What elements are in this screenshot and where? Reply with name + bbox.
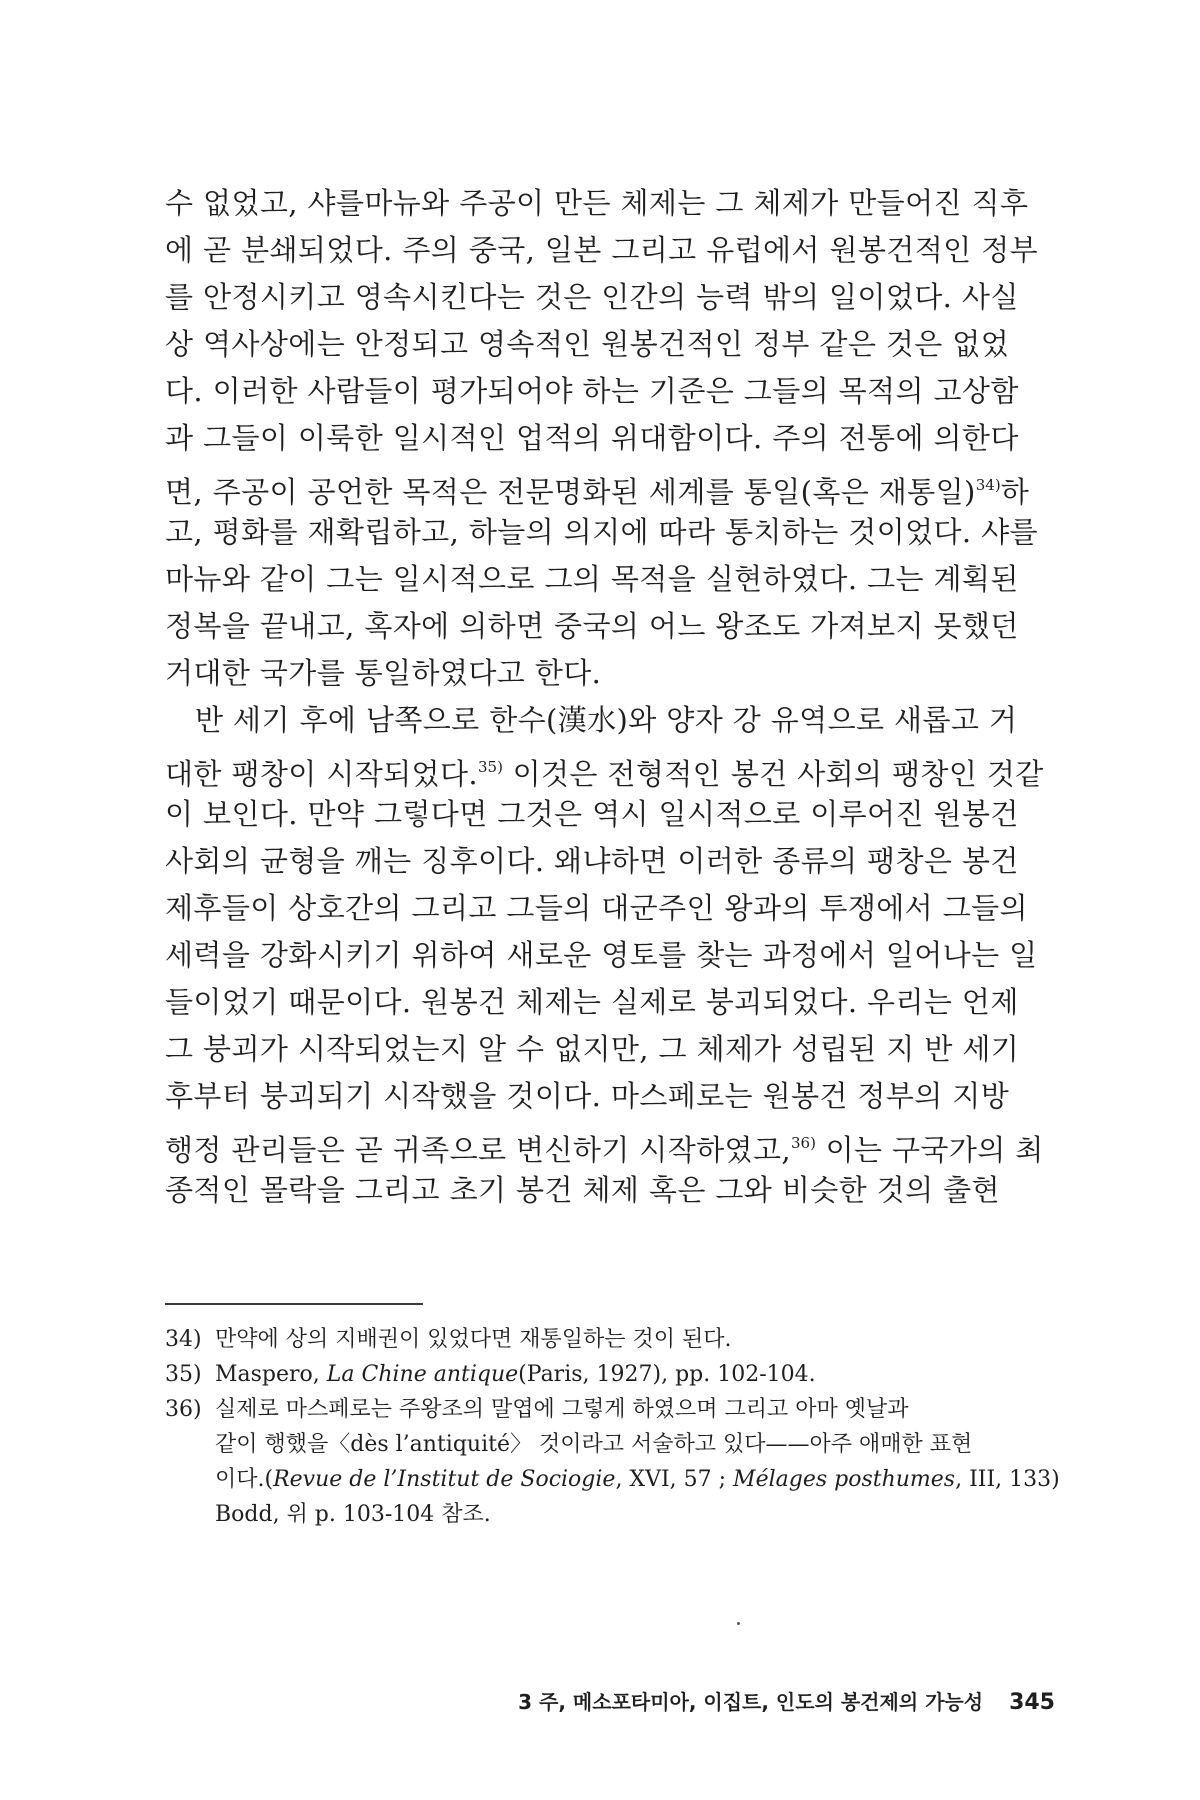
running-footer bbox=[400, 1686, 1055, 1715]
footnote-book-title: Mélages posthumes bbox=[733, 1467, 956, 1492]
body-line: 상 역사상에는 안정되고 영속적인 원봉건적인 정부 같은 것은 없었 bbox=[165, 327, 1010, 361]
paragraph-start: 반 세기 후에 남쪽으로 한수(漢水)와 양자 강 유역으로 새롭고 거 bbox=[195, 703, 1018, 737]
body-line: 에 곧 분쇄되었다. 주의 중국, 일본 그리고 유럽에서 원봉건적인 정부 bbox=[165, 233, 1038, 267]
body-text: 면, 주공이 공언한 목적은 전문명화된 세계를 통일(혹은 재통일) bbox=[165, 475, 976, 509]
body-text: 대한 팽창이 시작되었다. bbox=[165, 757, 478, 791]
footnote-citation: (Paris, 1927), pp. 102-104. bbox=[518, 1362, 816, 1387]
body-line: 과 그들이 이룩한 일시적인 업적의 위대함이다. 주의 전통에 의한다 bbox=[165, 421, 1019, 455]
footnote-text: 이다.( bbox=[215, 1467, 274, 1492]
note-reference-34: 34) bbox=[975, 476, 1001, 494]
page-number: 345 bbox=[1009, 1690, 1055, 1715]
body-line: 사회의 균형을 깨는 징후이다. 왜냐하면 이러한 종류의 팽창은 봉건 bbox=[165, 844, 1019, 878]
footnote-divider bbox=[165, 1303, 423, 1305]
body-line: 고, 평화를 재확립하고, 하늘의 의지에 따라 통치하는 것이었다. 샤를 bbox=[165, 515, 1038, 549]
footnote-36-continued: Bodd, 위 p. 103-104 참조. bbox=[215, 1502, 491, 1527]
body-line-with-note bbox=[165, 749, 1055, 792]
note-reference-36: 36) bbox=[791, 1134, 816, 1152]
footnote-number: 34) bbox=[165, 1327, 202, 1352]
footnote-35 bbox=[165, 1360, 1055, 1390]
body-line: 수 없었고, 샤를마뉴와 주공이 만든 체제는 그 체제가 만들어진 직후 bbox=[165, 186, 1029, 220]
body-line-with-note bbox=[165, 1125, 1055, 1168]
body-line: 마뉴와 같이 그는 일시적으로 그의 목적을 실현하였다. 그는 계획된 bbox=[165, 562, 1019, 596]
footnote-text: 실제로 마스페로는 주왕조의 말엽에 그렇게 하였으며 그리고 아마 옛날과 bbox=[215, 1397, 909, 1422]
footnote-36-continued: 같이 행했을〈dès l’antiquité〉 것이라고 서술하고 있다——아주 애매한 표현 bbox=[215, 1432, 973, 1457]
body-line: 정복을 끝내고, 혹자에 의하면 중국의 어느 왕조도 가져보지 못했던 bbox=[165, 609, 1019, 643]
body-text: 하 bbox=[1000, 475, 1030, 509]
footnote-36-continued bbox=[215, 1465, 1060, 1495]
footnote-text: 만약에 상의 지배권이 있었다면 재통일하는 것이 된다. bbox=[215, 1327, 732, 1352]
body-line: 세력을 강화시키기 위하여 새로운 영토를 찾는 과정에서 일어나는 일 bbox=[165, 938, 1038, 972]
print-speck bbox=[737, 1622, 740, 1625]
note-reference-35: 35) bbox=[478, 758, 503, 776]
footnote-text: , III, 133) bbox=[955, 1467, 1060, 1492]
footnote-number: 36) bbox=[165, 1397, 202, 1422]
body-text: 행정 관리들은 곧 귀족으로 변신하기 시작하였고, bbox=[165, 1133, 791, 1167]
footnote-book-title: La Chine antique bbox=[326, 1362, 519, 1387]
body-line-with-note bbox=[165, 467, 1055, 510]
footnote-journal-title: Revue de l’Institut de Sociogie bbox=[273, 1467, 616, 1492]
footnote-34 bbox=[165, 1325, 1055, 1355]
body-line: 다. 이러한 사람들이 평가되어야 하는 기준은 그들의 목적의 고상함 bbox=[165, 374, 1019, 408]
footnote-36 bbox=[165, 1395, 1055, 1425]
body-line: 이 보인다. 만약 그렇다면 그것은 역시 일시적으로 이루어진 원봉건 bbox=[165, 797, 1019, 831]
footnote-author: Maspero, bbox=[215, 1362, 327, 1387]
body-line: 그 붕괴가 시작되었는지 알 수 없지만, 그 체제가 성립된 지 반 세기 bbox=[165, 1032, 1020, 1066]
body-line: 종적인 몰락을 그리고 초기 봉건 체제 혹은 그와 비슷한 것의 출현 bbox=[165, 1173, 1000, 1207]
footnote-number: 35) bbox=[165, 1362, 202, 1387]
running-title: 3 주, 메소포타미아, 이집트, 인도의 봉건제의 가능성 bbox=[518, 1690, 984, 1714]
body-line: 거대한 국가를 통일하였다고 한다. bbox=[165, 656, 602, 690]
body-line: 후부터 붕괴되기 시작했을 것이다. 마스페로는 원봉건 정부의 지방 bbox=[165, 1079, 1010, 1113]
body-line: 들이었기 때문이다. 원봉건 체제는 실제로 붕괴되었다. 우리는 언제 bbox=[165, 985, 1019, 1019]
body-text: 이것은 전형적인 봉건 사회의 팽창인 것같 bbox=[502, 757, 1044, 791]
body-text: 이는 구국가의 최 bbox=[815, 1133, 1044, 1167]
footnote-text: , XVI, 57 ; bbox=[615, 1467, 734, 1492]
body-line: 를 안정시키고 영속시킨다는 것은 인간의 능력 밖의 일이었다. 사실 bbox=[165, 280, 1019, 314]
body-line: 제후들이 상호간의 그리고 그들의 대군주인 왕과의 투쟁에서 그들의 bbox=[165, 891, 1028, 925]
